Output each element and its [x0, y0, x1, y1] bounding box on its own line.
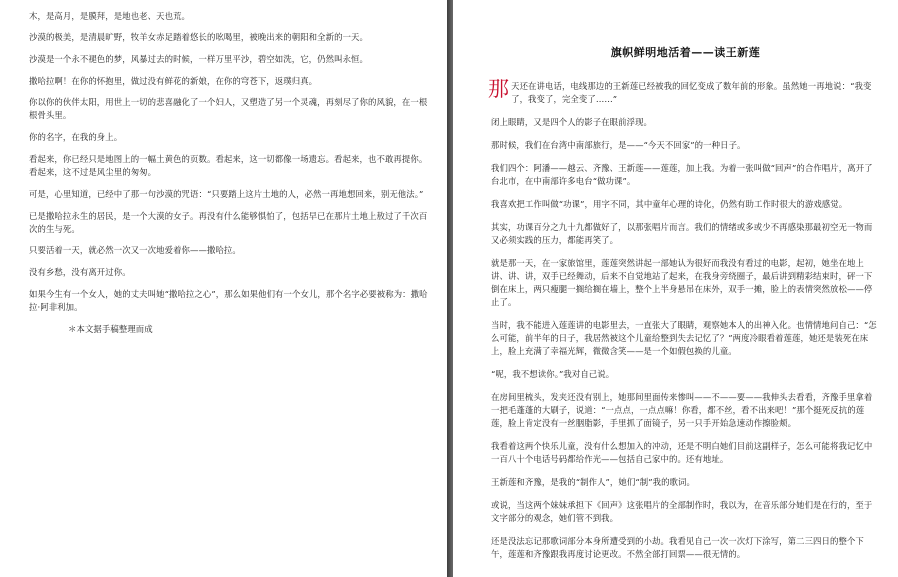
paragraph: 当时，我不能进入莲莲讲的电影里去，一直张大了眼睛，观察她本人的出神入化。也情情地问自己：“怎么可能，前半年的日子，我居然被这个儿童给整到失去记忆了？”两度冷眼看着莲莲，她还是装死在床上，脸上充满了幸福光辉，微微含笑——是一个如假包换的儿童。	[491, 320, 877, 356]
paragraph: 我喜欢把工作叫做“功课”，用字不同，其中童年心理的诗化，仍然有助工作时很大的游戏感觉。	[491, 199, 848, 209]
paragraph: 已是撒哈拉永生的居民，是一个大漠的女子。再没有什么能够惧怕了，包括早已在那片土地上敖过了千次百次的生与死。	[29, 210, 428, 234]
paragraph: 就是那一天，在一家旅馆里，莲莲突然讲起一部她认为很好而我没有看过的电影，起初，她坐在地上讲、讲、讲，双手已经舞动，后来不自觉地站了起来，在我身旁绕圈子，最后讲到精彩结束时，砰一下倒在床上，两只瘦腿一搁给搁在墙上，整个上半身悬吊在床外，双手一摊，脸上的表情突然放松——停止了。	[491, 258, 873, 307]
left-page	[0, 0, 447, 577]
article-title: 旗帜鲜明地活着——读王新莲	[610, 46, 761, 59]
paragraph: 你的名字，在我的身上。	[29, 132, 123, 143]
paragraph: 可是，心里知道，已经中了那一句沙漠的咒语：“只要踏上这片土地的人，必然一再地想回来，别无他法。”	[29, 188, 424, 199]
paragraph: 只要活着一天，就必然一次又一次地爱着你——撒哈拉。	[29, 245, 241, 256]
drop-cap: 那	[488, 77, 510, 101]
paragraph: 还是没法忘记那歌词部分本身所遭受到的小劫。我看见自己一次一次灯下涂写，第二三四日的整个下午，莲莲和齐豫跟我再度讨论更改。不然全部打回票——很无情的。	[491, 536, 864, 559]
paragraph: 沙漠的极美，是清晨旷野，牧羊女赤足踏着悠长的吆喝里，被晚出来的朝阳和全新的一天。	[29, 32, 368, 42]
paragraph: 王新莲和齐豫，是我的“制作人”，她们“制”我的歌词。	[491, 477, 695, 487]
paragraph: 我看着这两个快乐儿童，没有什么想加入的冲动，还是不明白她们目前这副样子，怎么可能将我记忆中一百八十个电话号码都给作光——包括自己家中的。还有地址。	[491, 441, 873, 464]
paragraph: 我们四个：阿潘——越云、齐豫、王新莲——莲莲，加上我。为着一张叫做“回声”的合作唱片，离开了台北市，在中南部许多电台“做功课”。	[491, 163, 873, 186]
paragraph: 如果今生有一个女人，她的丈夫叫她“撒哈拉之心”，那么如果他们有一个女儿，那个名字必要被称为：撒哈拉·阿非利加。	[29, 288, 428, 312]
paragraph: “呢，我不想读你。”我对自己说。	[491, 369, 615, 379]
paragraph: 木，是高月，是膜拜，是地也老、天也荒。	[29, 11, 191, 21]
paragraph: 其实，功课百分之九十九都做好了，以那张唱片而言。我们的情绪或多或少不再感染那最初空无一物而又必须实践的压力，都能再笑了。	[491, 222, 873, 245]
paragraph: 或说，当这两个妹妹承担下《回声》这张唱片的全部制作时，我以为，在音乐部分她们是在行的，至于文字部分的观念，她们管不到我。	[491, 500, 873, 523]
footnote: ＊本文据手稿整理而成	[68, 323, 153, 334]
paragraph: 撒哈拉啊！在你的怀抱里，做过没有鲜花的新娘，在你的穹苍下，返璞归真。	[29, 75, 318, 86]
right-page	[453, 0, 898, 577]
opening-text: 天还在讲电话，电线那边的王新莲已经被我的回忆变成了数年前的形象。虽然她一再地说：“我变了，我变了，完全变了……”	[511, 81, 872, 104]
opening-paragraph	[488, 77, 880, 106]
paragraph: 你以你的伙伴太阳，用世上一切的悲喜融化了一个妇人，又塑造了另一个灵魂，再刻尽了你的风貌，在一根根骨头里。	[29, 97, 428, 121]
paragraph: 闭上眼睛，又是四个人的影子在眼前浮现。	[491, 117, 653, 127]
paragraph: 没有乡愁，没有离开过你。	[29, 267, 131, 278]
paragraph: 沙漠是一个永不褪色的梦，风暴过去的时候，一样万里平沙，碧空如洗，它，仍然叫永恒。	[29, 53, 368, 64]
paragraph: 那时候，我们在台湾中南部旅行，是——“今天不回家”的一种日子。	[491, 140, 746, 150]
paragraph: 在房间里梳头，发夹还没有别上，她那间里面传来惨叫——不——要——我伸头去看看，齐豫手里拿着一把毛蓬蓬的大刷子，说道：“一点点，一点点嘛！你看，都不丝，看不出来吧！”那个挺死反抗的莲莲，脸上肯定没有一丝胭脂影，手里抓了面镜子，另一只手开始急速动作擦脸颊。	[491, 392, 873, 428]
paragraph: 看起来，你已经只是地图上的一幅土黄色的页数。看起来，这一切都像一场遗忘。看起来，也不敢再提你。看起来，这不过是风尘里的匆匆。	[29, 153, 428, 177]
